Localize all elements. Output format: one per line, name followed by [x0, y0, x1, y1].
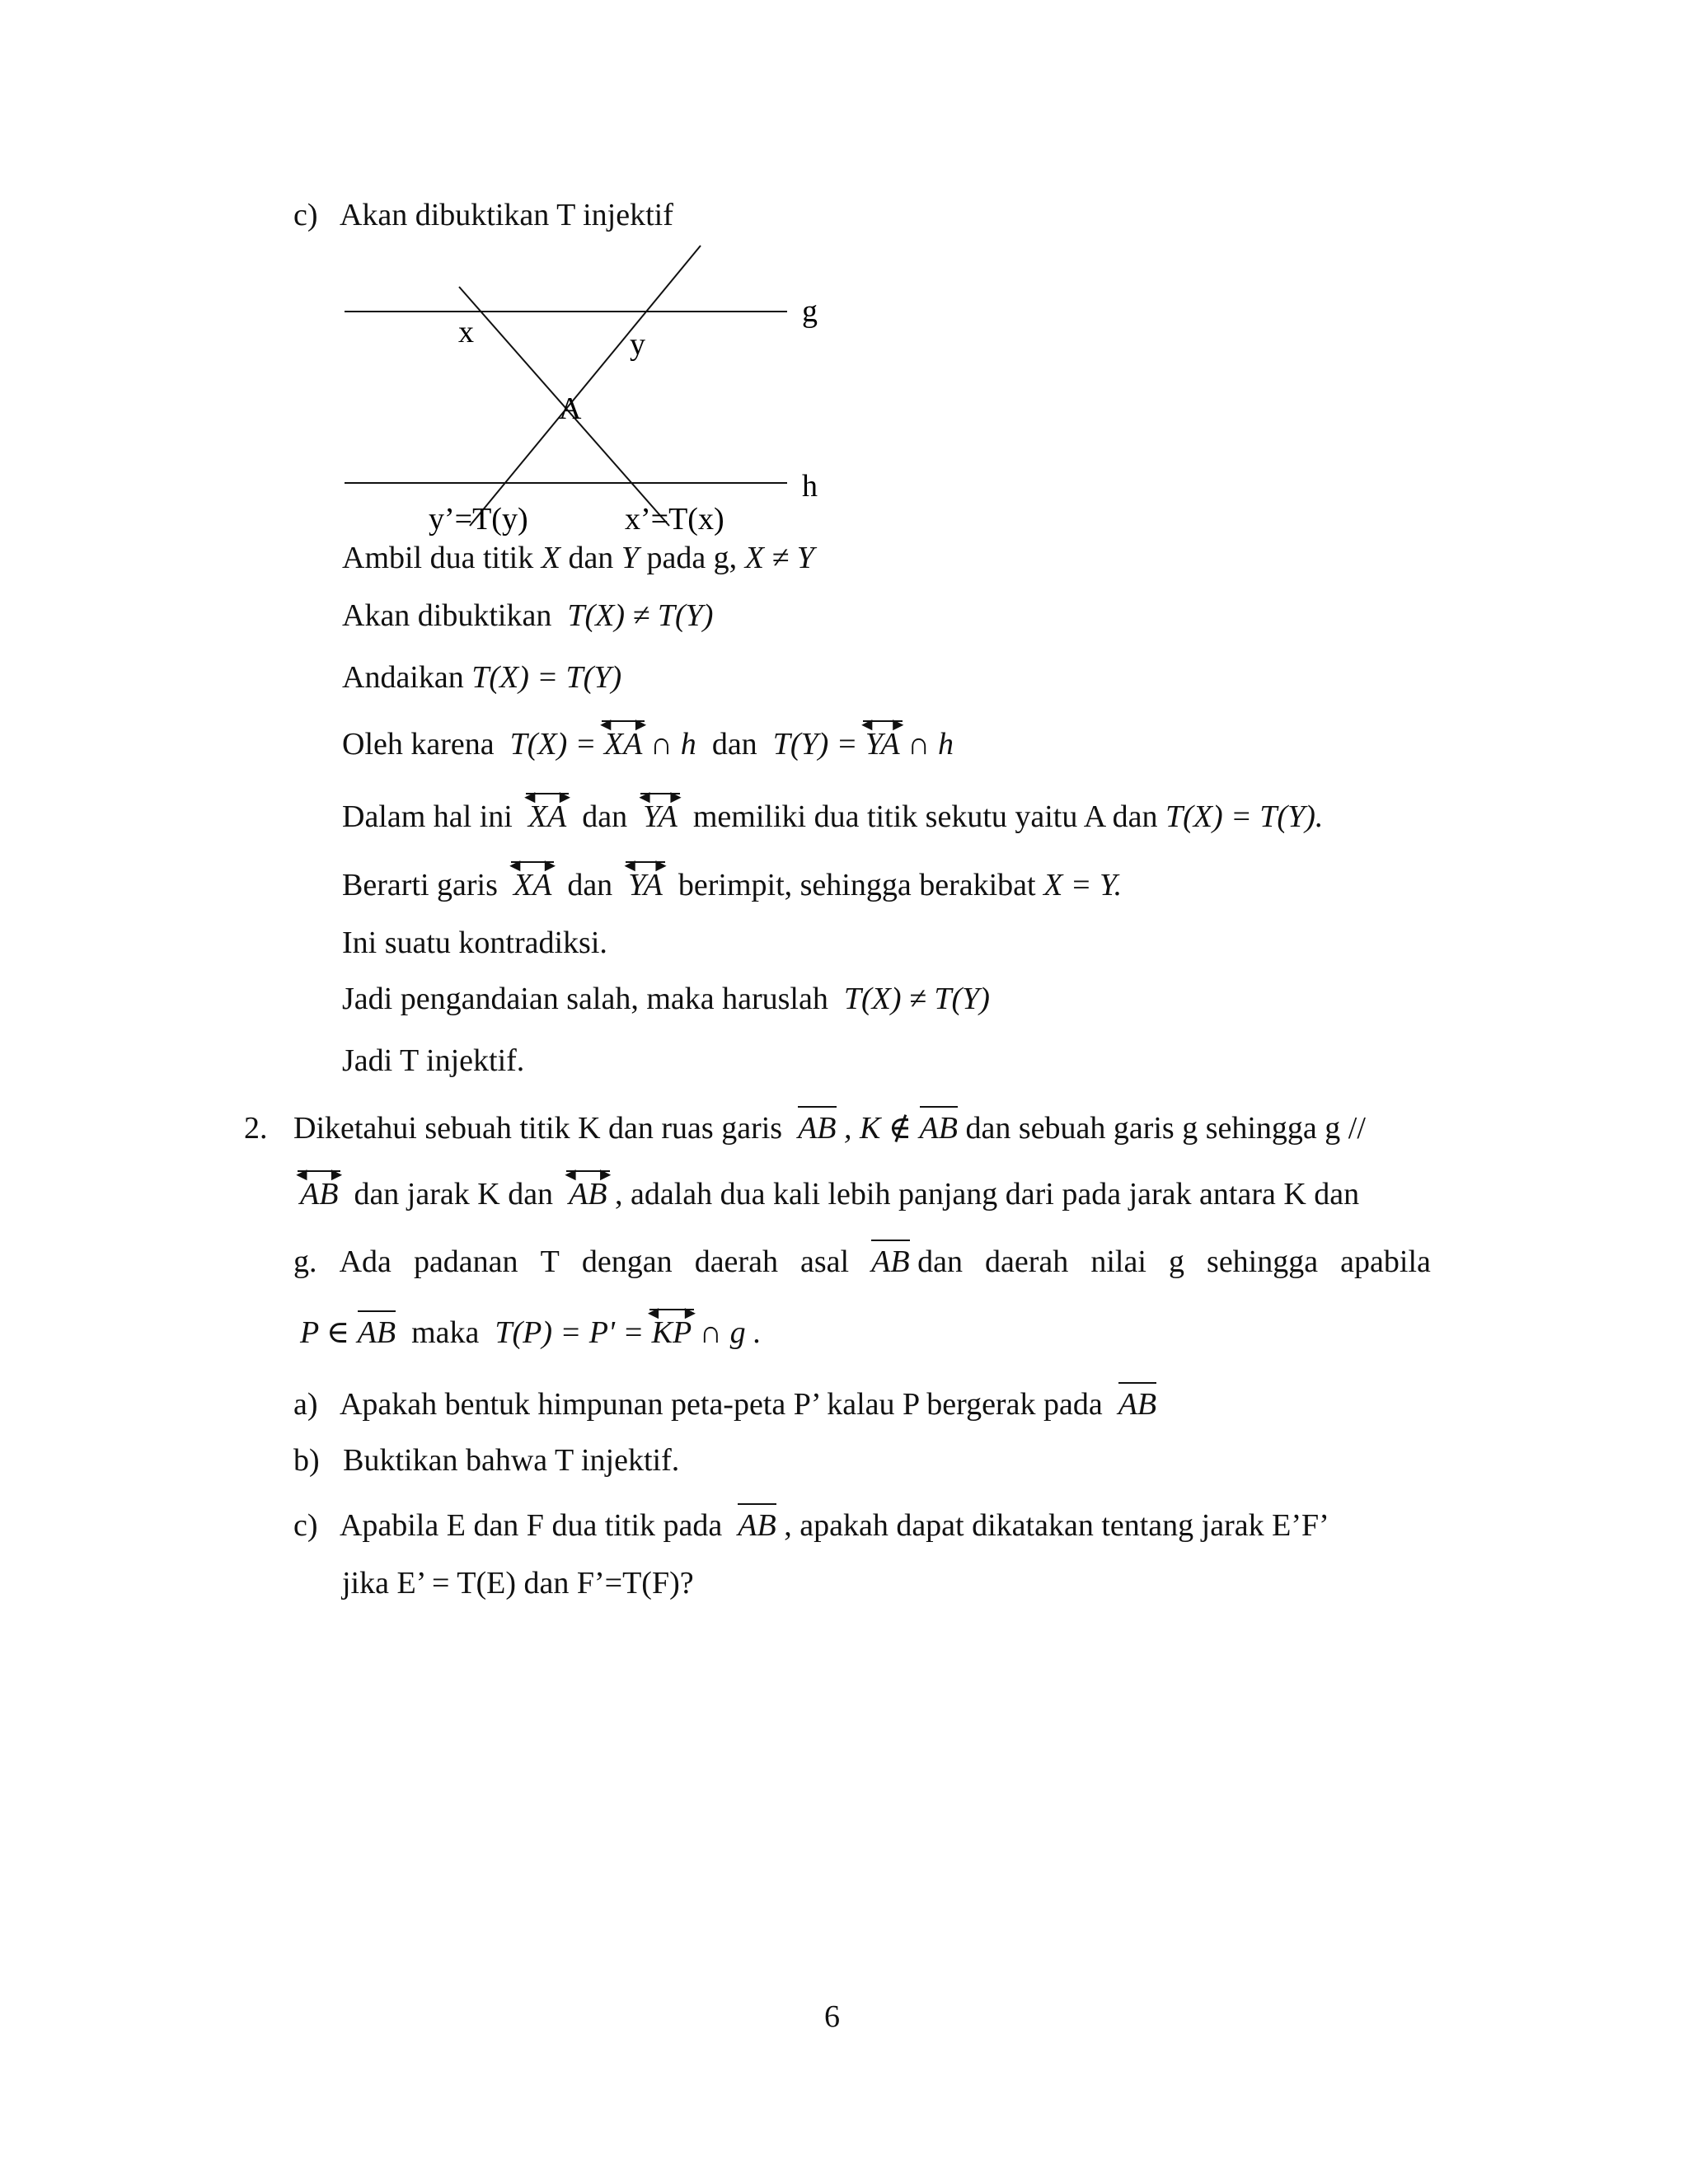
text: maka [411, 1315, 480, 1350]
word: T [540, 1244, 560, 1279]
text: dan sebuah garis g sehingga g // [965, 1111, 1366, 1146]
line-KP: ◄ KP ► [644, 1302, 700, 1350]
math: T(X) ≠ T(Y) [843, 982, 990, 1016]
var-X: X [541, 541, 560, 575]
proof-line-3 [342, 662, 621, 693]
word: dan [917, 1244, 963, 1279]
text: AB [569, 1177, 607, 1212]
text: AB [300, 1177, 339, 1212]
page-number: 6 [824, 1999, 840, 2034]
line-AB: ◄ AB ► [293, 1164, 346, 1212]
text: dan [582, 799, 628, 834]
problem-2-line-2 [293, 1164, 1360, 1212]
problem-2-line-3 [293, 1246, 1431, 1277]
section-c-heading [293, 199, 673, 231]
word: Ada [339, 1244, 392, 1279]
text: XA [603, 727, 643, 762]
word: nilai [1090, 1244, 1146, 1279]
text: dan [568, 541, 614, 575]
text: memiliki dua titik sekutu yaitu A dan [692, 799, 1158, 834]
math: T(X) = T(Y) [471, 660, 622, 695]
line-AB: ◄ AB ► [561, 1164, 615, 1212]
text: Berarti garis [342, 868, 498, 902]
text: dan [711, 727, 757, 762]
proof-line-1 [342, 542, 814, 574]
text: pada g, [646, 541, 738, 575]
text: Oleh karena [342, 727, 495, 762]
marker: b) [293, 1443, 320, 1478]
word: daerah [985, 1244, 1069, 1279]
text: Diketahui sebuah titik K dan ruas garis [293, 1111, 783, 1146]
math: X ≠ Y [744, 541, 814, 575]
proof-line-9: Jadi T injektif. [342, 1043, 525, 1078]
text: YA [865, 727, 900, 762]
text: Ambil dua titik [342, 541, 534, 575]
label-y: y [630, 327, 645, 362]
text: XA [528, 799, 567, 834]
text: Dalam hal ini [342, 799, 513, 834]
section-c-title: Akan dibuktikan T injektif [339, 198, 673, 232]
line-YA: ◄ YA ► [635, 786, 685, 834]
problem-2c [293, 1510, 1329, 1541]
label-g: g [802, 294, 818, 329]
problem-2-line-1 [293, 1113, 1366, 1144]
word: dengan [581, 1244, 673, 1279]
word: g. [293, 1244, 317, 1279]
text: Akan dibuktikan [342, 598, 552, 633]
math: ∩ h [907, 727, 954, 762]
text: Buktikan bahwa T injektif. [343, 1443, 680, 1478]
text: Andaikan [342, 660, 464, 695]
math: X = Y. [1043, 868, 1123, 902]
text: Apabila E dan F dua titik pada [339, 1508, 723, 1543]
word: asal [800, 1244, 850, 1279]
text: KP [651, 1315, 692, 1350]
marker: c) [293, 1508, 318, 1543]
math: T(Y) = [772, 727, 858, 762]
proof-line-7: Ini suatu kontradiksi. [342, 926, 607, 960]
line-XA: ◄ XA ► [520, 786, 574, 834]
text: YA [628, 868, 663, 902]
math: ∩ g . [699, 1315, 762, 1350]
line-XA: ◄ XA ► [505, 855, 560, 902]
label-A: A [559, 391, 582, 426]
line-YA: ◄ YA ► [621, 855, 670, 902]
math: T(X) = T(Y). [1165, 799, 1324, 834]
section-c-marker: c) [293, 198, 318, 232]
label-h: h [802, 469, 818, 504]
segment-AB: AB [738, 1508, 776, 1543]
text: , adalah dua kali lebih panjang dari pada jarak antara K dan [615, 1177, 1360, 1212]
text: XA [513, 868, 552, 902]
segment-AB: AB [919, 1111, 958, 1146]
proof-line-2 [342, 600, 713, 631]
problem-2a [293, 1389, 1156, 1420]
word: padanan [413, 1244, 518, 1279]
text: Apakah bentuk himpunan peta-peta P’ kalau P bergerak pada [339, 1387, 1103, 1422]
var-Y: Y [621, 541, 639, 575]
text: Jadi pengandaian salah, maka haruslah [342, 982, 828, 1016]
line-YA: ◄ YA ► [857, 714, 907, 762]
text: dan [567, 868, 613, 902]
word: g [1168, 1244, 1184, 1279]
segment-AB: AB [357, 1315, 396, 1350]
word: sehingga [1207, 1244, 1319, 1279]
word: apabila [1340, 1244, 1431, 1279]
label-xprime: x’=T(x) [625, 502, 724, 537]
segment-AB: AB [1118, 1387, 1157, 1422]
segment-AB: AB [871, 1244, 910, 1279]
word: daerah [694, 1244, 778, 1279]
math: ∩ h [649, 727, 696, 762]
math: T(X) ≠ T(Y) [567, 598, 714, 633]
label-yprime: y’=T(y) [429, 502, 528, 537]
line-XA: ◄ XA ► [596, 714, 650, 762]
text: berimpit, sehingga berakibat [678, 868, 1036, 902]
problem-2-number: 2. [244, 1111, 268, 1146]
segment-AB: AB [798, 1111, 837, 1146]
math: T(P) = P' = [495, 1315, 645, 1350]
proof-line-4 [342, 714, 954, 762]
math: , K ∉ [844, 1111, 912, 1146]
problem-2-line-4 [300, 1302, 762, 1350]
problem-2c-line-2: jika E’ = T(E) dan F’=T(F)? [342, 1566, 694, 1601]
label-x: x [458, 315, 474, 349]
problem-2b [293, 1445, 679, 1476]
text: YA [643, 799, 678, 834]
math: T(X) = [509, 727, 597, 762]
geometry-figure [330, 239, 841, 544]
text: , apakah dapat dikatakan tentang jarak E’F’ [784, 1508, 1329, 1543]
proof-line-6 [342, 855, 1123, 902]
proof-line-5 [342, 786, 1324, 834]
text: dan jarak K dan [354, 1177, 554, 1212]
math: P ∈ [300, 1315, 350, 1350]
marker: a) [293, 1387, 318, 1422]
proof-line-8 [342, 983, 990, 1015]
